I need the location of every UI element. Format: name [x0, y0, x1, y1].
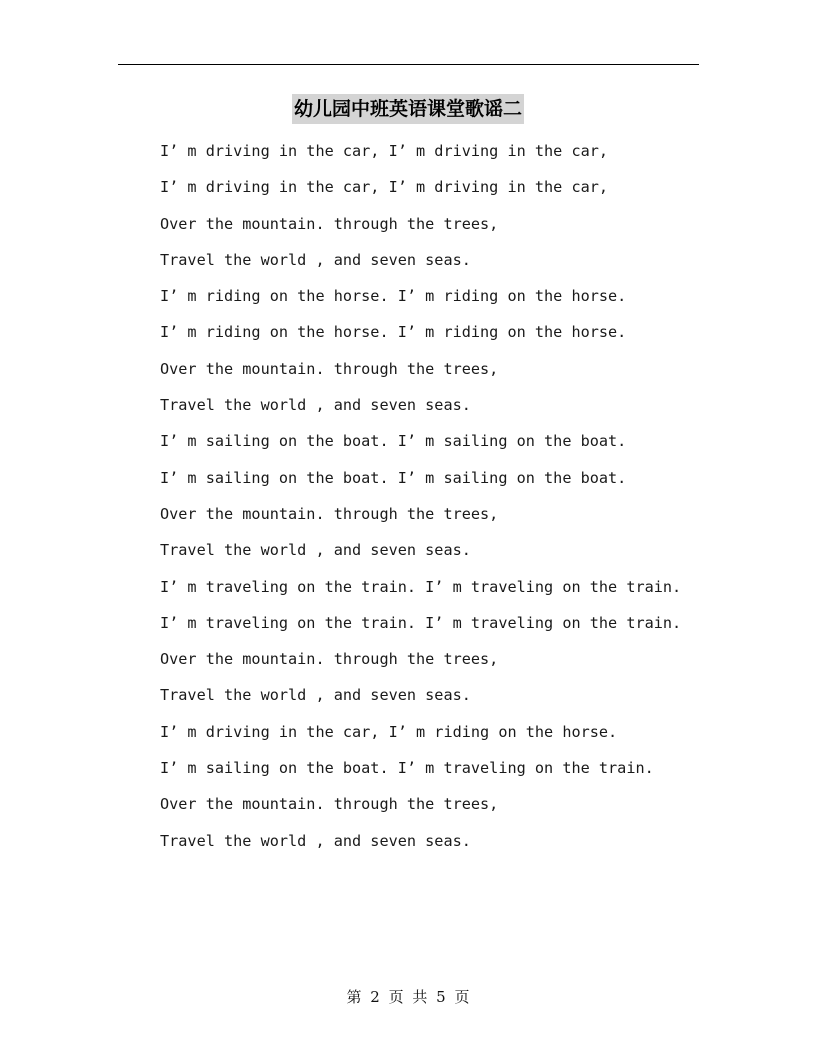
lyric-line: Over the mountain. through the trees,: [160, 504, 499, 523]
lyric-line: Over the mountain. through the trees,: [160, 359, 499, 378]
lyric-line: Travel the world , and seven seas.: [160, 831, 471, 850]
title-container: [0, 94, 816, 124]
lyric-line: Travel the world , and seven seas.: [160, 541, 471, 560]
lyric-line: I’ m driving in the car, I’ m driving in the car,: [160, 142, 609, 160]
lyric-line: I’ m driving in the car, I’ m riding on the horse.: [160, 722, 618, 741]
lyric-line: I’ m traveling on the train. I’ m traveling on the train.: [160, 613, 682, 632]
lyric-line: I’ m traveling on the train. I’ m traveling on the train.: [160, 577, 682, 596]
lyrics-body: [160, 133, 720, 859]
lyric-line: I’ m riding on the horse. I’ m riding on the horse.: [160, 287, 627, 306]
page-title: 幼儿园中班英语课堂歌谣二: [292, 94, 524, 124]
lyric-line: I’ m sailing on the boat. I’ m traveling on the train.: [160, 759, 654, 778]
lyric-line: Travel the world , and seven seas.: [160, 396, 471, 415]
lyric-line: Travel the world , and seven seas.: [160, 686, 471, 705]
page-indicator: 第 2 页 共 5 页: [346, 988, 470, 1006]
lyric-line: I’ m driving in the car, I’ m driving in the car,: [160, 178, 609, 197]
header-rule: [118, 64, 699, 65]
lyric-line: I’ m riding on the horse. I’ m riding on the horse.: [160, 323, 627, 342]
lyric-line: I’ m sailing on the boat. I’ m sailing on the boat.: [160, 432, 627, 451]
lyric-line: Over the mountain. through the trees,: [160, 650, 499, 669]
lyric-line: I’ m sailing on the boat. I’ m sailing on the boat.: [160, 468, 627, 487]
lyric-line: Over the mountain. through the trees,: [160, 795, 499, 814]
lyric-line: Travel the world , and seven seas.: [160, 250, 471, 269]
lyric-line: Over the mountain. through the trees,: [160, 214, 499, 233]
